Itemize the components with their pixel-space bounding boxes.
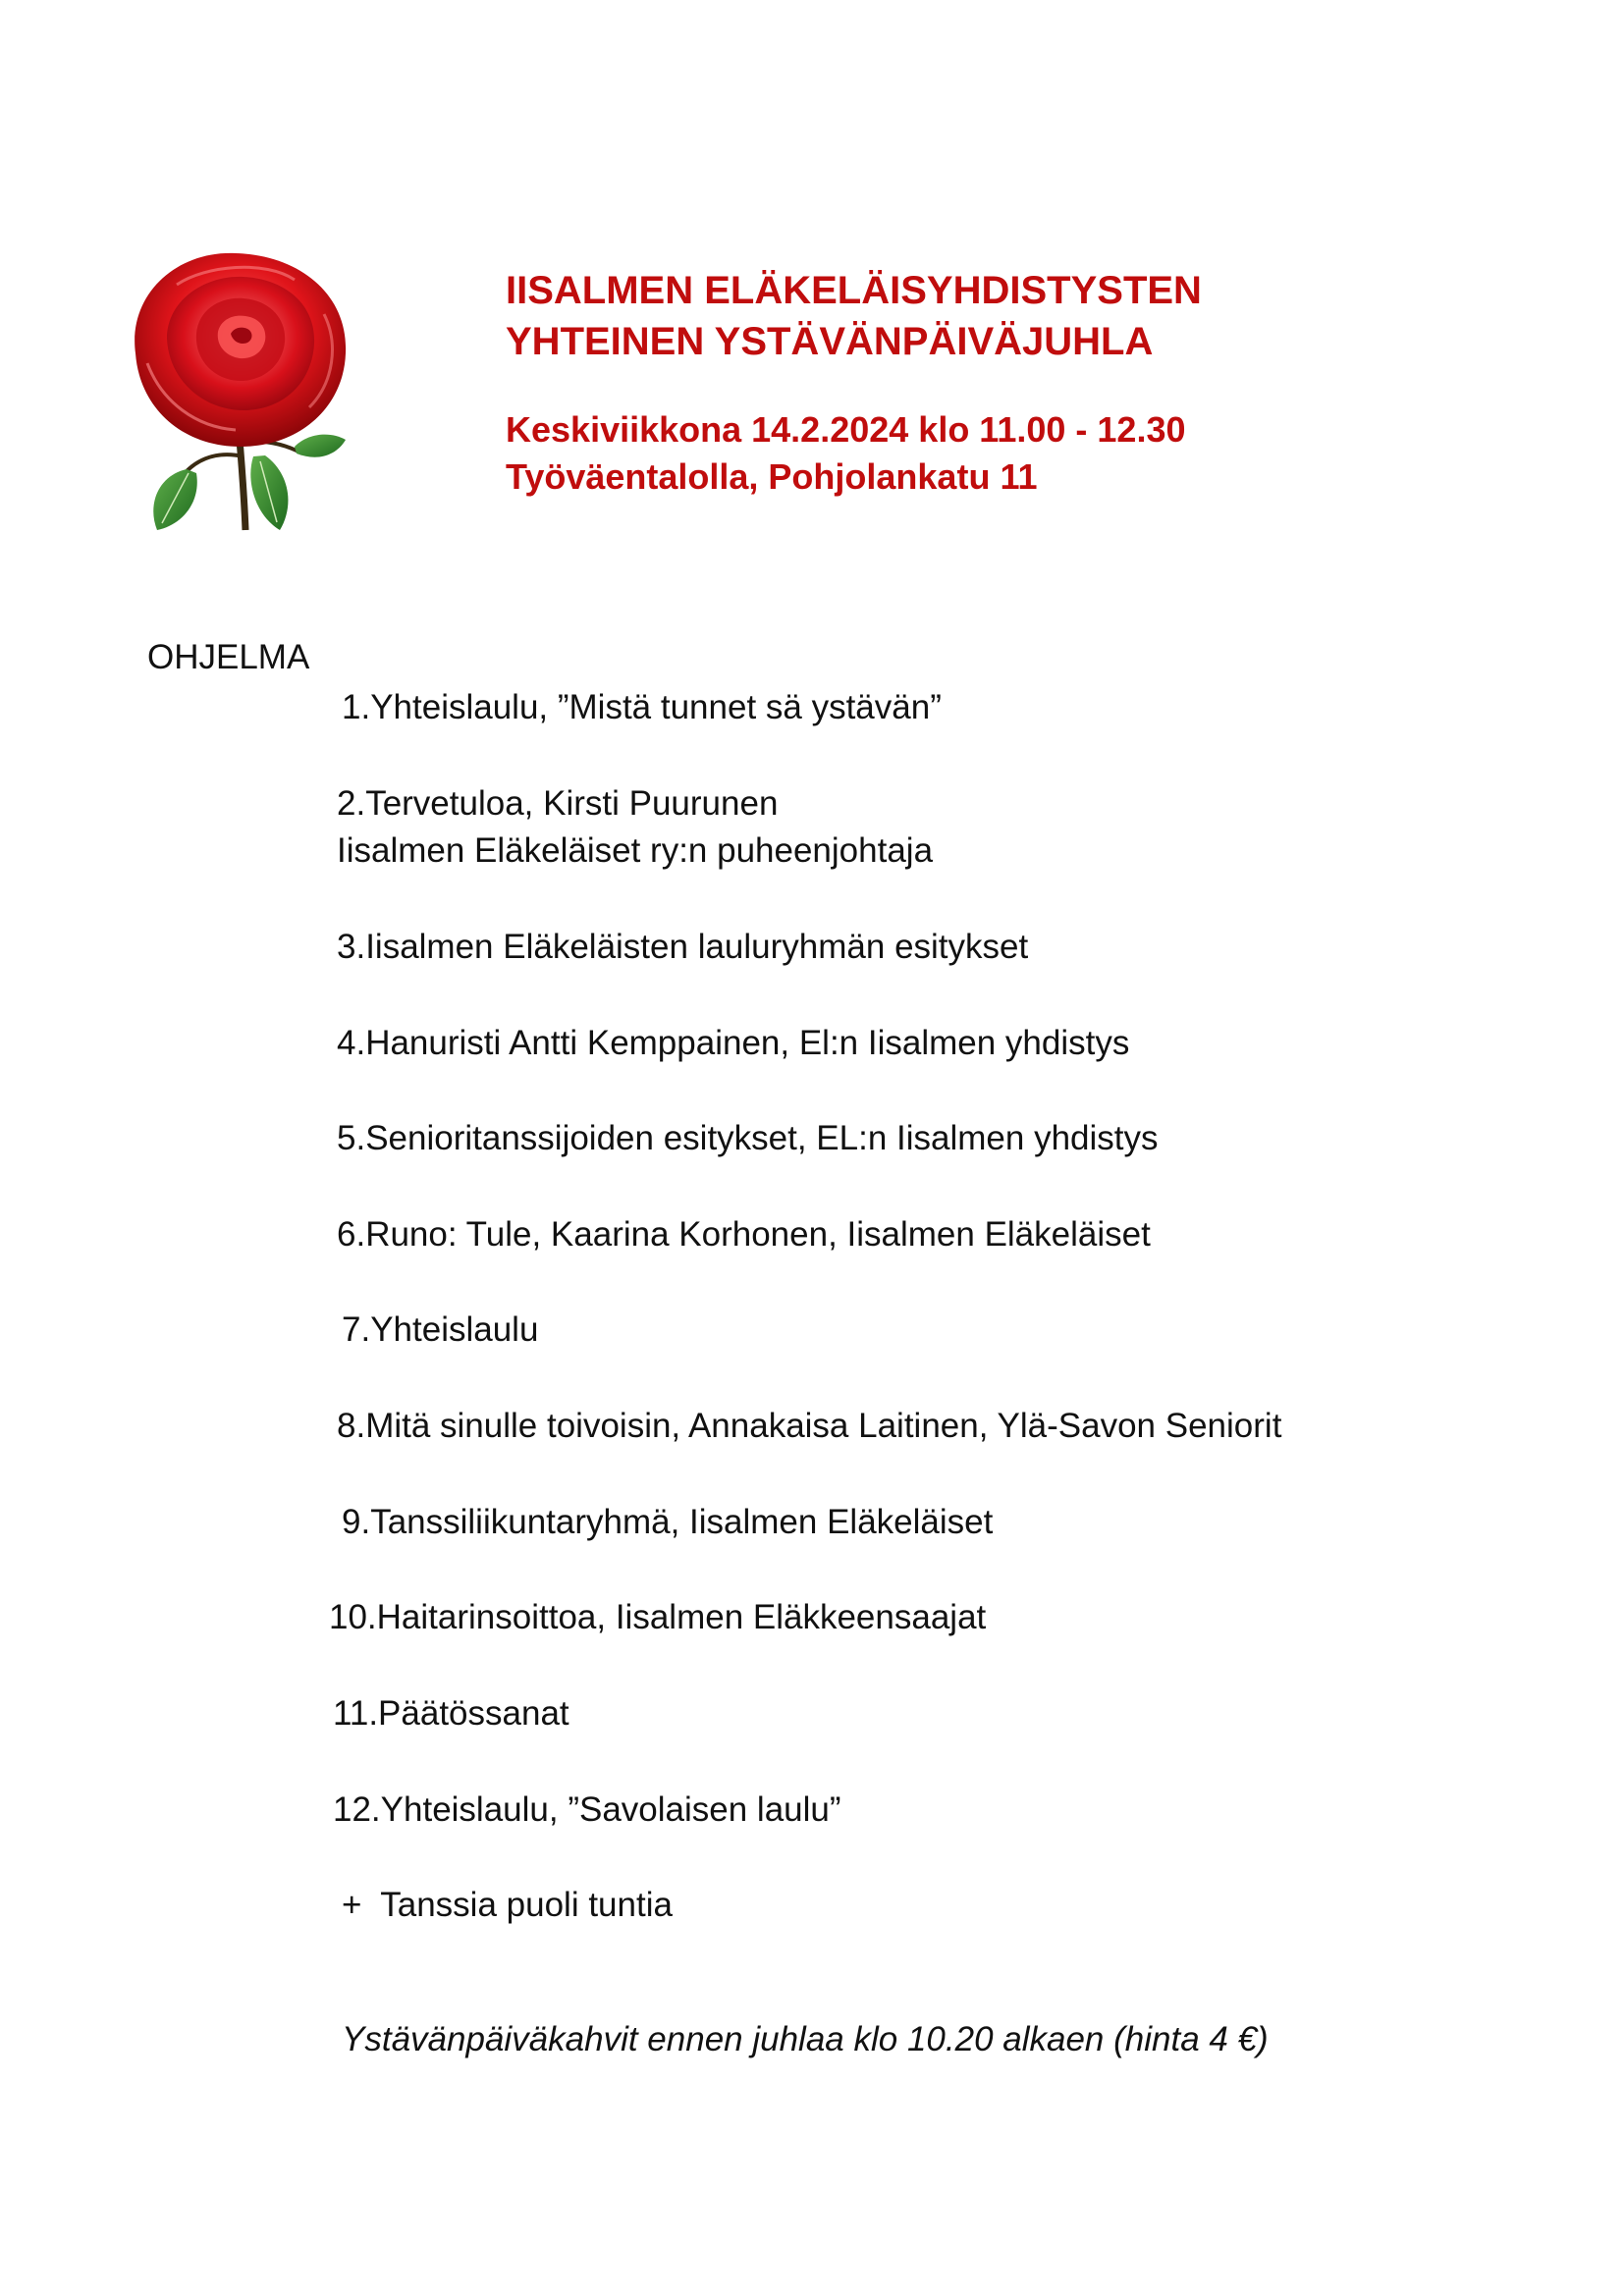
program-item: + Tanssia puoli tuntia [342, 1886, 673, 1924]
program-item: 4.Hanuristi Antti Kemppainen, El:n Iisalmen yhdistys [337, 1024, 1130, 1062]
program-heading: OHJELMA [147, 638, 310, 676]
program-item: 3.Iisalmen Eläkeläisten lauluryhmän esitykset [337, 928, 1029, 966]
program-item: 11.Päätössanat [333, 1694, 569, 1733]
program-item: 10.Haitarinsoittoa, Iisalmen Eläkkeensaajat [329, 1598, 987, 1636]
program-item: 6.Runo: Tule, Kaarina Korhonen, Iisalmen Eläkeläiset [337, 1215, 1151, 1254]
program-item: 1.Yhteislaulu, ”Mistä tunnet sä ystävän” [342, 688, 942, 726]
rose-icon [128, 245, 363, 540]
program-item: 5.Senioritanssijoiden esitykset, EL:n Iisalmen yhdistys [337, 1119, 1159, 1157]
program-item: 8.Mitä sinulle toivoisin, Annakaisa Laitinen, Ylä-Savon Seniorit [337, 1407, 1282, 1445]
event-title-line-1: IISALMEN ELÄKELÄISYHDISTYSTEN [506, 269, 1202, 312]
program-item: 2.Tervetuloa, Kirsti Puurunen [337, 784, 779, 823]
coffee-note: Ystävänpäiväkahvit ennen juhlaa klo 10.20 alkaen (hinta 4 €) [342, 2020, 1269, 2058]
event-venue: Työväentalolla, Pohjolankatu 11 [506, 456, 1038, 497]
event-title-line-2: YHTEINEN YSTÄVÄNPÄIVÄJUHLA [506, 320, 1154, 363]
program-item: 12.Yhteislaulu, ”Savolaisen laulu” [333, 1790, 841, 1829]
event-header [506, 265, 1202, 501]
program-item: 9.Tanssiliikuntaryhmä, Iisalmen Eläkeläiset [342, 1503, 994, 1541]
program-item: 7.Yhteislaulu [342, 1310, 539, 1349]
event-datetime: Keskiviikkona 14.2.2024 klo 11.00 - 12.30 [506, 409, 1186, 450]
program-item: Iisalmen Eläkeläiset ry:n puheenjohtaja [337, 831, 934, 870]
